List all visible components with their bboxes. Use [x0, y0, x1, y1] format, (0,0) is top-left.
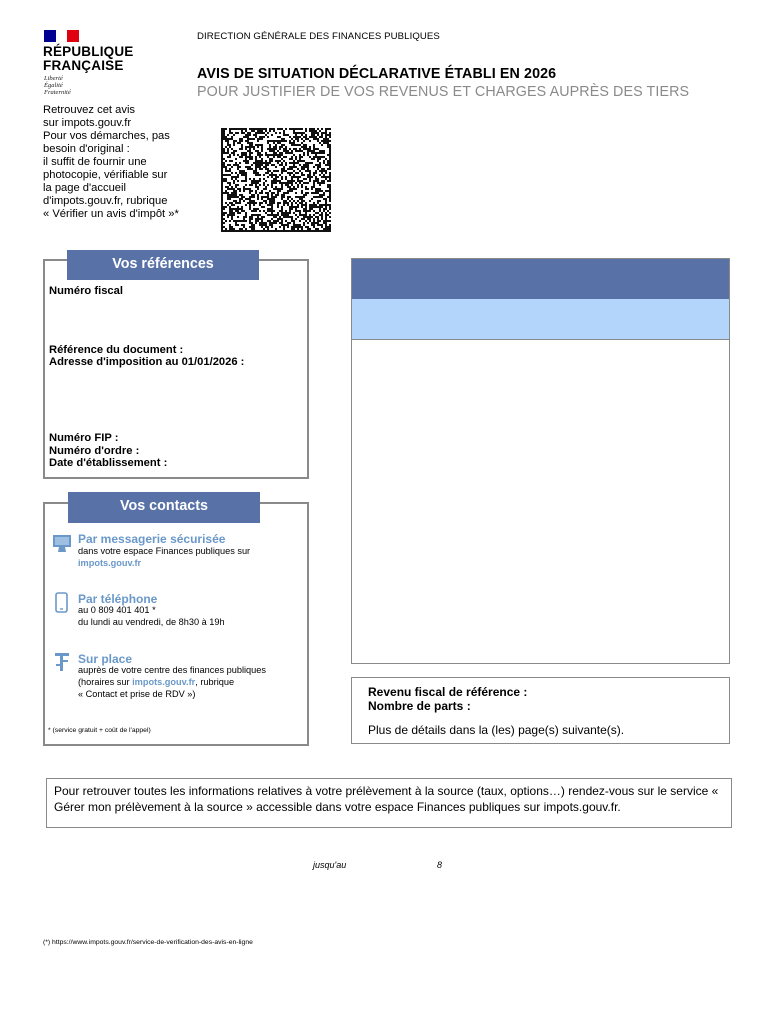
messagerie-text: dans votre espace Finances publiques sur — [78, 546, 251, 556]
note-line: « Vérifier un avis d'impôt »* — [43, 208, 179, 220]
document-title: AVIS DE SITUATION DÉCLARATIVE ÉTABLI EN 2026 — [197, 66, 557, 82]
sur-place-line3: « Contact et prise de RDV ») — [78, 689, 196, 699]
note-line: Retrouvez cet avis — [43, 104, 136, 116]
revenu-fiscal-label: Revenu fiscal de référence : — [368, 685, 528, 699]
telephone-title: Par téléphone — [78, 592, 158, 606]
building-icon — [52, 651, 72, 673]
note-line: sur impots.gouv.fr — [43, 117, 132, 129]
french-flag-icon — [44, 30, 79, 42]
direction-header: DIRECTION GÉNÉRALE DES FINANCES PUBLIQUES — [197, 31, 440, 42]
computer-icon — [52, 533, 72, 555]
logo-title-line1: RÉPUBLIQUE — [43, 44, 134, 59]
messagerie-title: Par messagerie sécurisée — [78, 532, 226, 546]
page-number: 8 — [437, 860, 443, 870]
datamatrix-modules — [221, 128, 331, 232]
verification-note — [43, 104, 203, 221]
details-note: Plus de détails dans la (les) page(s) suivante(s). — [368, 723, 625, 737]
note-line: d'impots.gouv.fr, rubrique — [43, 195, 168, 207]
numero-fiscal-label: Numéro fiscal — [49, 285, 123, 297]
adresse-imposition-label: Adresse d'imposition au 01/01/2026 : — [49, 356, 245, 368]
contacts-tab: Vos contacts — [68, 492, 260, 523]
motto-egalite: Égalité — [44, 82, 63, 89]
sur-place-title: Sur place — [78, 652, 133, 666]
sur-place-line2 — [78, 677, 234, 689]
telephone-hours: du lundi au vendredi, de 8h30 à 19h — [78, 617, 225, 627]
jusqu-text: jusqu'au — [313, 860, 347, 870]
sur-place-line1: auprès de votre centre des finances publiques — [78, 665, 266, 675]
datamatrix-code — [221, 128, 331, 232]
motto-fraternite: Fraternité — [44, 89, 71, 96]
republique-francaise-logo — [43, 45, 134, 73]
numero-ordre-label: Numéro d'ordre : — [49, 444, 140, 457]
phone-icon — [52, 592, 72, 614]
date-etablissement-label: Date d'établissement : — [49, 457, 168, 469]
nombre-parts-label: Nombre de parts : — [368, 699, 471, 713]
situation-panel-header — [352, 259, 729, 299]
logo-motto — [44, 75, 71, 96]
sur-place-suffix: , rubrique — [195, 677, 235, 687]
contacts-footnote: * (service gratuit + coût de l'appel) — [48, 727, 151, 734]
verification-url-note: (*) https://www.impots.gouv.fr/service-de-verification-des-avis-en-ligne — [43, 939, 253, 946]
prelevement-info: Pour retrouver toutes les informations relatives à votre prélèvement à la source (taux, options…) rendez-vous sur le service « Gérer mon prélèvement à la source » accessible dans votre espace Finances publiques sur impots.gouv.fr. — [46, 778, 732, 828]
sur-place-link[interactable]: impots.gouv.fr — [132, 677, 196, 687]
messagerie-link[interactable]: impots.gouv.fr — [78, 558, 142, 568]
note-line: photocopie, vérifiable sur — [43, 169, 168, 181]
telephone-number: au 0 809 401 401 * — [78, 605, 156, 615]
sur-place-prefix: (horaires sur — [78, 677, 133, 687]
logo-title-line2: FRANÇAISE — [43, 58, 124, 73]
document-subtitle: POUR JUSTIFIER DE VOS REVENUS ET CHARGES AUPRÈS DES TIERS — [197, 84, 690, 100]
numero-fip-label: Numéro FIP : — [49, 432, 119, 444]
reference-document-label: Référence du document : — [49, 344, 184, 356]
note-line: la page d'accueil — [43, 182, 126, 194]
note-line: Pour vos démarches, pas — [43, 130, 170, 142]
references-tab: Vos références — [67, 250, 259, 280]
situation-panel-subheader — [352, 299, 729, 340]
note-line: il suffit de fournir une — [43, 156, 147, 168]
note-line: besoin d'original : — [43, 143, 130, 155]
motto-liberte: Liberté — [44, 75, 63, 82]
